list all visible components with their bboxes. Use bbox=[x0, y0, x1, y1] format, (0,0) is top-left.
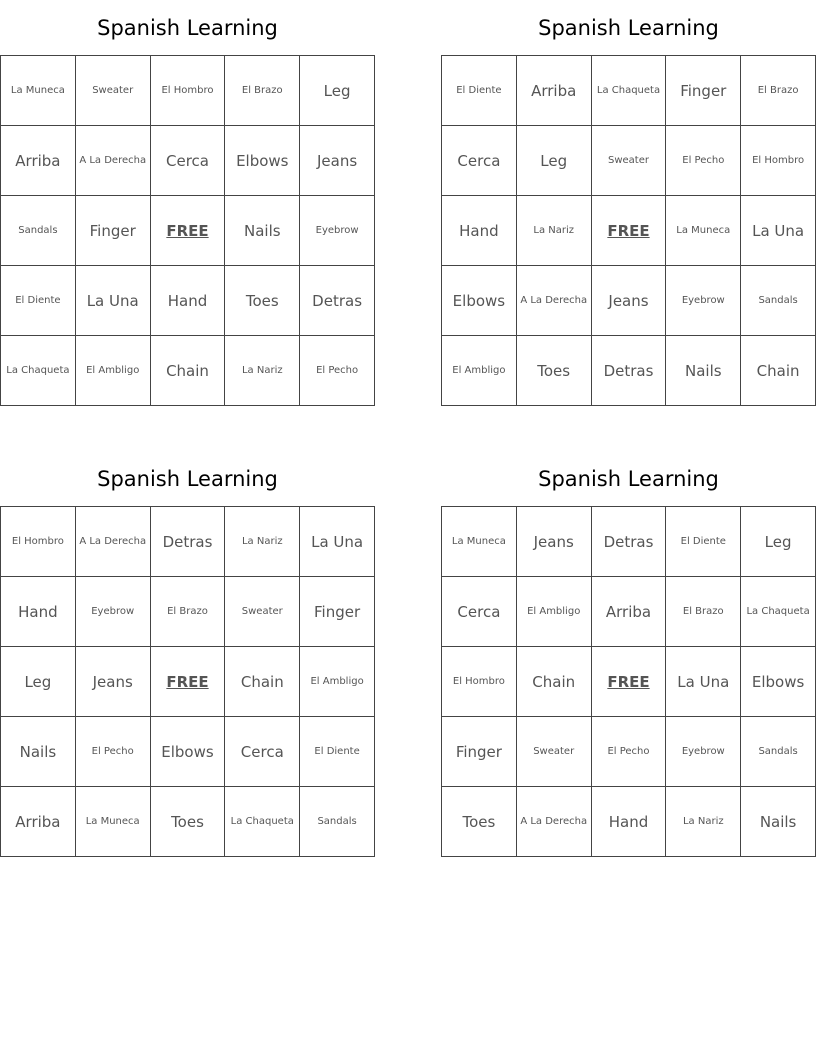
bingo-cell: La Nariz bbox=[517, 196, 592, 266]
bingo-card bbox=[0, 12, 375, 406]
bingo-card bbox=[0, 463, 375, 857]
bingo-cell: Cerca bbox=[225, 717, 300, 787]
bingo-cell: A La Derecha bbox=[76, 126, 151, 196]
bingo-cell: Sandals bbox=[741, 717, 816, 787]
bingo-cell: La Una bbox=[666, 647, 741, 717]
bingo-cell: El Brazo bbox=[666, 577, 741, 647]
bingo-cell: El Brazo bbox=[741, 56, 816, 126]
bingo-cell: El Ambligo bbox=[76, 336, 151, 406]
bingo-grid bbox=[441, 506, 816, 857]
bingo-cell: Elbows bbox=[151, 717, 226, 787]
card-title: Spanish Learning bbox=[97, 16, 278, 40]
bingo-cell: Arriba bbox=[592, 577, 667, 647]
bingo-cell: La Una bbox=[76, 266, 151, 336]
bingo-cell: Leg bbox=[1, 647, 76, 717]
bingo-cell: Hand bbox=[1, 577, 76, 647]
bingo-cell: Toes bbox=[225, 266, 300, 336]
bingo-cell: Finger bbox=[76, 196, 151, 266]
bingo-cell: El Ambligo bbox=[300, 647, 375, 717]
bingo-cell: Sweater bbox=[592, 126, 667, 196]
bingo-cell: La Chaqueta bbox=[741, 577, 816, 647]
bingo-cell: Finger bbox=[300, 577, 375, 647]
bingo-cell: Detras bbox=[592, 507, 667, 577]
bingo-cell: Eyebrow bbox=[666, 717, 741, 787]
bingo-cell: Detras bbox=[300, 266, 375, 336]
bingo-grid bbox=[441, 55, 816, 406]
bingo-cell: Hand bbox=[592, 787, 667, 857]
bingo-cell: La Una bbox=[300, 507, 375, 577]
card-title: Spanish Learning bbox=[538, 16, 719, 40]
bingo-cell: La Chaqueta bbox=[592, 56, 667, 126]
bingo-cell: Eyebrow bbox=[300, 196, 375, 266]
bingo-cell: Chain bbox=[151, 336, 226, 406]
bingo-cell: El Hombro bbox=[442, 647, 517, 717]
bingo-cell: El Pecho bbox=[592, 717, 667, 787]
bingo-card bbox=[441, 463, 816, 857]
bingo-cell: La Nariz bbox=[666, 787, 741, 857]
bingo-cell: Sweater bbox=[517, 717, 592, 787]
bingo-cell: Eyebrow bbox=[666, 266, 741, 336]
card-title: Spanish Learning bbox=[538, 467, 719, 491]
bingo-cell: Chain bbox=[741, 336, 816, 406]
bingo-cell: Cerca bbox=[151, 126, 226, 196]
bingo-cell: A La Derecha bbox=[76, 507, 151, 577]
bingo-grid bbox=[0, 55, 375, 406]
bingo-cell: Elbows bbox=[741, 647, 816, 717]
bingo-cell: Detras bbox=[592, 336, 667, 406]
bingo-cell: La Chaqueta bbox=[1, 336, 76, 406]
bingo-cell: Arriba bbox=[517, 56, 592, 126]
bingo-cell: Hand bbox=[151, 266, 226, 336]
bingo-card bbox=[441, 12, 816, 406]
bingo-cell: Sweater bbox=[76, 56, 151, 126]
bingo-cell: El Ambligo bbox=[442, 336, 517, 406]
bingo-cell: Nails bbox=[741, 787, 816, 857]
bingo-cell: A La Derecha bbox=[517, 266, 592, 336]
bingo-cell: El Diente bbox=[1, 266, 76, 336]
bingo-cell: Sweater bbox=[225, 577, 300, 647]
bingo-cell: Leg bbox=[517, 126, 592, 196]
bingo-cell: El Pecho bbox=[300, 336, 375, 406]
bingo-cell: Nails bbox=[666, 336, 741, 406]
bingo-cell: La Muneca bbox=[442, 507, 517, 577]
bingo-cell: Chain bbox=[225, 647, 300, 717]
free-space-cell: FREE bbox=[592, 196, 667, 266]
bingo-cell: Jeans bbox=[592, 266, 667, 336]
bingo-cell: El Hombro bbox=[1, 507, 76, 577]
card-title: Spanish Learning bbox=[97, 467, 278, 491]
bingo-cell: La Muneca bbox=[1, 56, 76, 126]
bingo-cell: Arriba bbox=[1, 126, 76, 196]
bingo-cell: El Ambligo bbox=[517, 577, 592, 647]
bingo-cell: El Hombro bbox=[741, 126, 816, 196]
bingo-cell: Cerca bbox=[442, 577, 517, 647]
bingo-cell: Hand bbox=[442, 196, 517, 266]
free-space-cell: FREE bbox=[592, 647, 667, 717]
bingo-cell: El Brazo bbox=[151, 577, 226, 647]
bingo-cell: A La Derecha bbox=[517, 787, 592, 857]
bingo-cell: Sandals bbox=[741, 266, 816, 336]
bingo-grid bbox=[0, 506, 375, 857]
bingo-cell: Jeans bbox=[76, 647, 151, 717]
bingo-cell: Finger bbox=[442, 717, 517, 787]
bingo-cell: Sandals bbox=[300, 787, 375, 857]
bingo-cell: La Muneca bbox=[666, 196, 741, 266]
bingo-cell: El Brazo bbox=[225, 56, 300, 126]
bingo-cell: Sandals bbox=[1, 196, 76, 266]
bingo-cell: La Chaqueta bbox=[225, 787, 300, 857]
bingo-cell: Nails bbox=[1, 717, 76, 787]
bingo-cell: Jeans bbox=[517, 507, 592, 577]
bingo-cell: El Hombro bbox=[151, 56, 226, 126]
bingo-cell: El Diente bbox=[442, 56, 517, 126]
bingo-cell: Detras bbox=[151, 507, 226, 577]
bingo-cell: Chain bbox=[517, 647, 592, 717]
bingo-cell: La Nariz bbox=[225, 336, 300, 406]
bingo-cell: Cerca bbox=[442, 126, 517, 196]
bingo-cell: Nails bbox=[225, 196, 300, 266]
bingo-cell: El Pecho bbox=[76, 717, 151, 787]
bingo-cell: Eyebrow bbox=[76, 577, 151, 647]
bingo-cell: La Una bbox=[741, 196, 816, 266]
bingo-cell: El Diente bbox=[666, 507, 741, 577]
bingo-cell: El Diente bbox=[300, 717, 375, 787]
bingo-cell: Finger bbox=[666, 56, 741, 126]
bingo-cell: Arriba bbox=[1, 787, 76, 857]
bingo-cell: La Muneca bbox=[76, 787, 151, 857]
bingo-cell: El Pecho bbox=[666, 126, 741, 196]
bingo-cell: Toes bbox=[517, 336, 592, 406]
free-space-cell: FREE bbox=[151, 647, 226, 717]
bingo-cell: Leg bbox=[741, 507, 816, 577]
free-space-cell: FREE bbox=[151, 196, 226, 266]
bingo-cell: Leg bbox=[300, 56, 375, 126]
bingo-cell: Elbows bbox=[442, 266, 517, 336]
bingo-cell: Elbows bbox=[225, 126, 300, 196]
bingo-cell: Jeans bbox=[300, 126, 375, 196]
bingo-cell: Toes bbox=[151, 787, 226, 857]
bingo-cell: La Nariz bbox=[225, 507, 300, 577]
bingo-cell: Toes bbox=[442, 787, 517, 857]
